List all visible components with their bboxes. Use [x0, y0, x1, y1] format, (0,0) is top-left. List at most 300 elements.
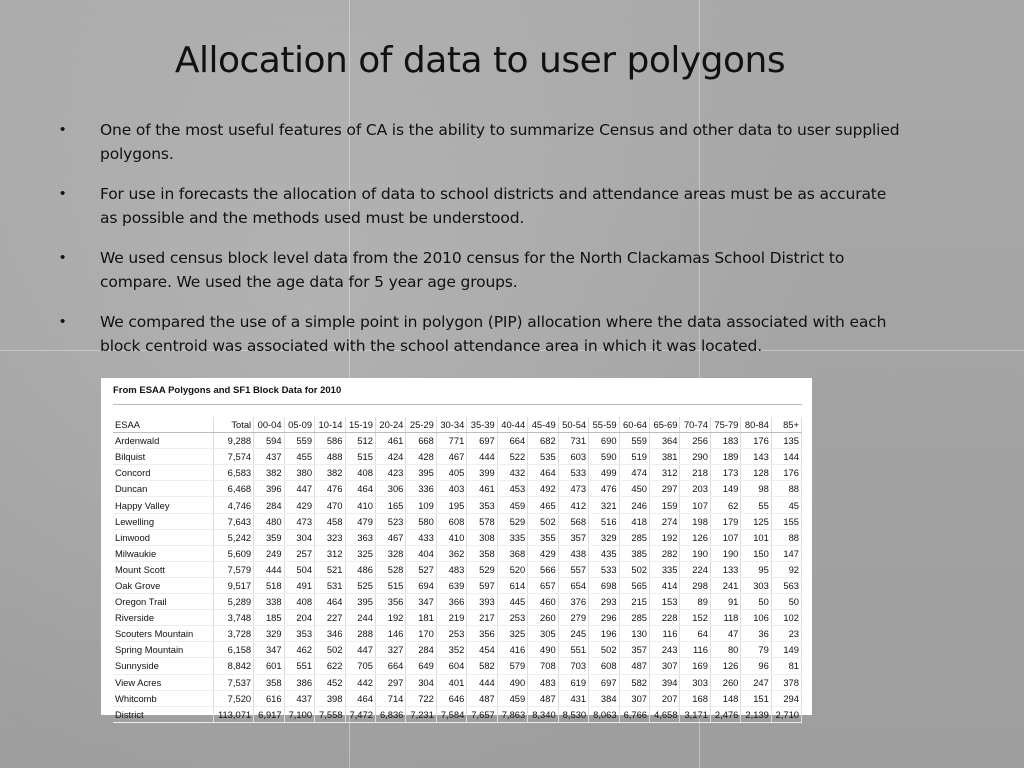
- data-table-image: [101, 378, 812, 720]
- table-cell: 253: [497, 610, 527, 626]
- table-cell: 385: [619, 545, 649, 561]
- table-cell: 521: [315, 561, 345, 577]
- table-cell: 227: [315, 610, 345, 626]
- table-cell: 79: [741, 642, 771, 658]
- column-header: 60-64: [619, 417, 649, 433]
- table-cell: 442: [345, 674, 375, 690]
- table-cell: 253: [436, 626, 466, 642]
- table-cell: 483: [528, 674, 558, 690]
- table-cell: 432: [497, 465, 527, 481]
- table-cell: 304: [284, 529, 314, 545]
- table-cell: 614: [497, 577, 527, 593]
- table-cell: 338: [254, 594, 284, 610]
- table-cell: 646: [436, 690, 466, 706]
- table-cell: 515: [375, 577, 405, 593]
- table-cell: 335: [497, 529, 527, 545]
- table-cell: 464: [315, 594, 345, 610]
- table-cell: 474: [619, 465, 649, 481]
- table-row: [113, 690, 802, 706]
- table-cell: 96: [741, 658, 771, 674]
- table-cell: 444: [254, 561, 284, 577]
- table-cell: 437: [284, 690, 314, 706]
- table-cell: 304: [406, 674, 436, 690]
- table-cell: 504: [284, 561, 314, 577]
- bullet-icon: •: [60, 121, 66, 138]
- table-cell: 353: [284, 626, 314, 642]
- table-cell: 394: [650, 674, 680, 690]
- table-cell: 708: [528, 658, 558, 674]
- table-cell: 91: [710, 594, 740, 610]
- table-cell: 101: [741, 529, 771, 545]
- table-cell: 9,288: [214, 433, 254, 449]
- column-header: 85+: [771, 417, 801, 433]
- table-cell: 396: [254, 481, 284, 497]
- table-cell: 395: [345, 594, 375, 610]
- table-cell: 284: [254, 497, 284, 513]
- table-cell: 395: [406, 465, 436, 481]
- table-cell: 452: [315, 674, 345, 690]
- table-cell: 705: [345, 658, 375, 674]
- table-cell: 444: [467, 449, 497, 465]
- table-cell: 424: [375, 449, 405, 465]
- table-cell: 297: [375, 674, 405, 690]
- table-cell: 149: [771, 642, 801, 658]
- table-cell: 480: [254, 513, 284, 529]
- table-cell: 366: [436, 594, 466, 610]
- row-label: Lewelling: [113, 513, 214, 529]
- table-cell: 473: [558, 481, 588, 497]
- table-row: [113, 465, 802, 481]
- bullet-list: [60, 118, 900, 374]
- table-cell: 198: [680, 513, 710, 529]
- table-cell: 467: [375, 529, 405, 545]
- table-cell: 244: [345, 610, 375, 626]
- age-data-table: [113, 417, 802, 723]
- table-cell: 384: [589, 690, 619, 706]
- table-row: [113, 577, 802, 593]
- table-header-row: [113, 417, 802, 433]
- table-cell: 405: [436, 465, 466, 481]
- row-label: Riverside: [113, 610, 214, 626]
- table-cell: 563: [771, 577, 801, 593]
- table-cell: 352: [436, 642, 466, 658]
- table-cell: 447: [345, 642, 375, 658]
- table-cell: 428: [406, 449, 436, 465]
- table-cell: 325: [345, 545, 375, 561]
- table-cell: 586: [315, 433, 345, 449]
- table-cell: 401: [436, 674, 466, 690]
- table-cell: 479: [345, 513, 375, 529]
- table-cell: 697: [467, 433, 497, 449]
- table-cell: 398: [315, 690, 345, 706]
- table-cell: 461: [467, 481, 497, 497]
- column-header: 55-59: [589, 417, 619, 433]
- table-cell: 483: [436, 561, 466, 577]
- table-cell: 192: [375, 610, 405, 626]
- table-cell: 453: [497, 481, 527, 497]
- table-cell: 228: [650, 610, 680, 626]
- table-cell: 518: [254, 577, 284, 593]
- row-label: Scouters Mountain: [113, 626, 214, 642]
- table-cell: 47: [710, 626, 740, 642]
- bullet-text: We compared the use of a simple point in polygon (PIP) allocation where the data associated with each block centroid was associated with the school attendance area in which it was located.: [100, 313, 887, 355]
- table-cell: 447: [284, 481, 314, 497]
- table-cell: 64: [680, 626, 710, 642]
- table-cell: 327: [375, 642, 405, 658]
- table-cell: 454: [467, 642, 497, 658]
- column-header: 80-84: [741, 417, 771, 433]
- table-cell: 664: [497, 433, 527, 449]
- table-cell: 465: [528, 497, 558, 513]
- table-cell: 135: [771, 433, 801, 449]
- table-cell: 3,748: [214, 610, 254, 626]
- table-cell: 321: [589, 497, 619, 513]
- table-cell: 107: [680, 497, 710, 513]
- table-row: [113, 642, 802, 658]
- table-cell: 312: [315, 545, 345, 561]
- table-cell: 325: [497, 626, 527, 642]
- table-cell: 714: [375, 690, 405, 706]
- table-cell: 525: [345, 577, 375, 593]
- table-cell: 308: [467, 529, 497, 545]
- table-cell: 151: [741, 690, 771, 706]
- table-cell: 722: [406, 690, 436, 706]
- table-cell: 731: [558, 433, 588, 449]
- table-cell: 285: [619, 529, 649, 545]
- table-cell: 181: [406, 610, 436, 626]
- table-cell: 284: [406, 642, 436, 658]
- table-row: [113, 545, 802, 561]
- table-cell: 346: [315, 626, 345, 642]
- table-cell: 176: [741, 433, 771, 449]
- column-header: 00-04: [254, 417, 284, 433]
- column-header: 05-09: [284, 417, 314, 433]
- table-cell: 502: [589, 642, 619, 658]
- table-cell: 176: [771, 465, 801, 481]
- table-cell: 150: [741, 545, 771, 561]
- table-cell: 118: [710, 610, 740, 626]
- table-cell: 7,520: [214, 690, 254, 706]
- row-label: Bilquist: [113, 449, 214, 465]
- table-cell: 355: [528, 529, 558, 545]
- table-cell: 189: [710, 449, 740, 465]
- table-cell: 404: [406, 545, 436, 561]
- table-cell: 582: [619, 674, 649, 690]
- table-cell: 128: [741, 465, 771, 481]
- table-cell: 356: [467, 626, 497, 642]
- table-cell: 5,289: [214, 594, 254, 610]
- table-cell: 6,468: [214, 481, 254, 497]
- table-cell: 603: [558, 449, 588, 465]
- table-cell: 224: [680, 561, 710, 577]
- table-cell: 336: [406, 481, 436, 497]
- table-cell: 528: [375, 561, 405, 577]
- table-cell: 183: [710, 433, 740, 449]
- table-cell: 566: [528, 561, 558, 577]
- table-cell: 568: [558, 513, 588, 529]
- table-cell: 285: [619, 610, 649, 626]
- table-cell: 190: [680, 545, 710, 561]
- table-cell: 5,242: [214, 529, 254, 545]
- table-cell: 260: [528, 610, 558, 626]
- column-header: 30-34: [436, 417, 466, 433]
- table-cell: 597: [467, 577, 497, 593]
- bullet-item: [60, 246, 900, 294]
- table-cell: 382: [254, 465, 284, 481]
- table-cell: 594: [254, 433, 284, 449]
- table-cell: 247: [741, 674, 771, 690]
- table-cell: 393: [467, 594, 497, 610]
- table-cell: 437: [254, 449, 284, 465]
- bullet-item: [60, 118, 900, 166]
- table-cell: 582: [467, 658, 497, 674]
- table-cell: 435: [589, 545, 619, 561]
- table-cell: 279: [558, 610, 588, 626]
- table-cell: 502: [315, 642, 345, 658]
- table-cell: 7,643: [214, 513, 254, 529]
- column-header: ESAA: [113, 417, 214, 433]
- table-cell: 147: [771, 545, 801, 561]
- table-cell: 107: [710, 529, 740, 545]
- table-cell: 257: [284, 545, 314, 561]
- table-cell: 356: [375, 594, 405, 610]
- table-cell: 159: [650, 497, 680, 513]
- table-cell: 450: [619, 481, 649, 497]
- table-cell: 516: [589, 513, 619, 529]
- row-label: View Acres: [113, 674, 214, 690]
- table-cell: 502: [619, 561, 649, 577]
- table-cell: 133: [710, 561, 740, 577]
- table-cell: 195: [436, 497, 466, 513]
- table-cell: 639: [436, 577, 466, 593]
- table-cell: 519: [619, 449, 649, 465]
- row-label: Ardenwald: [113, 433, 214, 449]
- table-cell: 290: [680, 449, 710, 465]
- table-cell: 204: [284, 610, 314, 626]
- table-cell: 429: [284, 497, 314, 513]
- table-cell: 303: [680, 674, 710, 690]
- column-header: 45-49: [528, 417, 558, 433]
- table-cell: 95: [741, 561, 771, 577]
- table-cell: 293: [589, 594, 619, 610]
- bullet-icon: •: [60, 249, 66, 266]
- table-cell: 192: [650, 529, 680, 545]
- table-cell: 487: [619, 658, 649, 674]
- table-cell: 697: [589, 674, 619, 690]
- slide-title: Allocation of data to user polygons: [174, 40, 786, 81]
- table-cell: 6,917: [254, 706, 284, 722]
- table-cell: 329: [254, 626, 284, 642]
- table-cell: 565: [619, 577, 649, 593]
- table-cell: 358: [467, 545, 497, 561]
- table-cell: 649: [406, 658, 436, 674]
- column-header: 35-39: [467, 417, 497, 433]
- table-cell: 601: [254, 658, 284, 674]
- table-cell: 130: [619, 626, 649, 642]
- bullet-item: [60, 310, 900, 358]
- table-cell: 323: [315, 529, 345, 545]
- table-cell: 207: [650, 690, 680, 706]
- table-cell: 153: [650, 594, 680, 610]
- table-cell: 7,537: [214, 674, 254, 690]
- table-cell: 533: [589, 561, 619, 577]
- table-cell: 578: [467, 513, 497, 529]
- table-row: [113, 449, 802, 465]
- table-cell: 444: [467, 674, 497, 690]
- table-cell: 464: [345, 481, 375, 497]
- table-cell: 608: [436, 513, 466, 529]
- table-cell: 399: [467, 465, 497, 481]
- table-cell: 619: [558, 674, 588, 690]
- table-cell: 382: [315, 465, 345, 481]
- table-cell: 682: [528, 433, 558, 449]
- table-row: [113, 561, 802, 577]
- table-cell: 378: [771, 674, 801, 690]
- table-cell: 8,842: [214, 658, 254, 674]
- table-cell: 88: [771, 529, 801, 545]
- table-cell: 335: [650, 561, 680, 577]
- bullet-icon: •: [60, 185, 66, 202]
- table-cell: 487: [528, 690, 558, 706]
- table-cell: 698: [589, 577, 619, 593]
- table-cell: 306: [375, 481, 405, 497]
- table-cell: 622: [315, 658, 345, 674]
- table-cell: 8,530: [558, 706, 588, 722]
- table-cell: 203: [680, 481, 710, 497]
- table-cell: 173: [710, 465, 740, 481]
- table-cell: 144: [771, 449, 801, 465]
- table-cell: 486: [345, 561, 375, 577]
- bullet-text: We used census block level data from the 2010 census for the North Clackamas School District to compare. We used the age data for 5 year age groups.: [100, 249, 845, 291]
- table-cell: 459: [497, 497, 527, 513]
- table-cell: 363: [345, 529, 375, 545]
- table-cell: 23: [771, 626, 801, 642]
- table-cell: 488: [315, 449, 345, 465]
- table-cell: 703: [558, 658, 588, 674]
- table-cell: 455: [284, 449, 314, 465]
- row-label: Milwaukie: [113, 545, 214, 561]
- table-cell: 445: [497, 594, 527, 610]
- table-cell: 7,863: [497, 706, 527, 722]
- table-cell: 219: [436, 610, 466, 626]
- table-row: [113, 433, 802, 449]
- table-cell: 412: [558, 497, 588, 513]
- column-header: Total: [214, 417, 254, 433]
- table-cell: 476: [589, 481, 619, 497]
- table-cell: 3,171: [680, 706, 710, 722]
- table-cell: 196: [589, 626, 619, 642]
- table-cell: 376: [558, 594, 588, 610]
- table-cell: 155: [771, 513, 801, 529]
- table-cell: 7,579: [214, 561, 254, 577]
- table-cell: 246: [619, 497, 649, 513]
- table-row: [113, 674, 802, 690]
- table-cell: 551: [284, 658, 314, 674]
- table-cell: 190: [710, 545, 740, 561]
- table-cell: 6,583: [214, 465, 254, 481]
- table-cell: 303: [741, 577, 771, 593]
- row-label: Happy Valley: [113, 497, 214, 513]
- table-cell: 7,584: [436, 706, 466, 722]
- table-row: [113, 481, 802, 497]
- table-cell: 80: [710, 642, 740, 658]
- table-cell: 416: [497, 642, 527, 658]
- table-cell: 608: [589, 658, 619, 674]
- table-cell: 116: [650, 626, 680, 642]
- table-row: [113, 513, 802, 529]
- table-cell: 55: [741, 497, 771, 513]
- bullet-text: For use in forecasts the allocation of data to school districts and attendance areas must be as accurate as possible and the methods used must be understood.: [100, 185, 887, 227]
- table-cell: 515: [345, 449, 375, 465]
- table-cell: 380: [284, 465, 314, 481]
- row-label: Mount Scott: [113, 561, 214, 577]
- table-cell: 527: [406, 561, 436, 577]
- table-cell: 7,100: [284, 706, 314, 722]
- table-cell: 690: [589, 433, 619, 449]
- table-cell: 152: [680, 610, 710, 626]
- column-header: 40-44: [497, 417, 527, 433]
- table-cell: 559: [284, 433, 314, 449]
- table-cell: 386: [284, 674, 314, 690]
- table-cell: 529: [467, 561, 497, 577]
- table-cell: 5,609: [214, 545, 254, 561]
- table-cell: 92: [771, 561, 801, 577]
- table-cell: 403: [436, 481, 466, 497]
- table-cell: 256: [680, 433, 710, 449]
- table-cell: 590: [589, 449, 619, 465]
- table-cell: 359: [254, 529, 284, 545]
- table-cell: 169: [680, 658, 710, 674]
- table-cell: 7,231: [406, 706, 436, 722]
- table-cell: 408: [345, 465, 375, 481]
- table-cell: 170: [406, 626, 436, 642]
- table-cell: 298: [680, 577, 710, 593]
- table-cell: 408: [284, 594, 314, 610]
- table-cell: 458: [315, 513, 345, 529]
- table-cell: 418: [619, 513, 649, 529]
- row-label: Oregon Trail: [113, 594, 214, 610]
- table-cell: 604: [436, 658, 466, 674]
- column-header: 50-54: [558, 417, 588, 433]
- table-cell: 102: [771, 610, 801, 626]
- table-cell: 8,340: [528, 706, 558, 722]
- table-cell: 305: [528, 626, 558, 642]
- table-cell: 179: [710, 513, 740, 529]
- table-cell: 50: [771, 594, 801, 610]
- table-cell: 185: [254, 610, 284, 626]
- table-cell: 7,574: [214, 449, 254, 465]
- table-cell: 559: [619, 433, 649, 449]
- table-cell: 7,472: [345, 706, 375, 722]
- table-cell: 282: [650, 545, 680, 561]
- table-cell: 307: [619, 690, 649, 706]
- bullet-icon: •: [60, 313, 66, 330]
- column-header: 20-24: [375, 417, 405, 433]
- row-label: Sunnyside: [113, 658, 214, 674]
- table-cell: 126: [680, 529, 710, 545]
- table-cell: 8,063: [589, 706, 619, 722]
- table-cell: 307: [650, 658, 680, 674]
- column-header: 10-14: [315, 417, 345, 433]
- column-header: 15-19: [345, 417, 375, 433]
- table-cell: 9,517: [214, 577, 254, 593]
- column-header: 65-69: [650, 417, 680, 433]
- table-cell: 358: [254, 674, 284, 690]
- table-total-row: [113, 706, 802, 722]
- table-cell: 3,728: [214, 626, 254, 642]
- table-cell: 520: [497, 561, 527, 577]
- table-cell: 410: [345, 497, 375, 513]
